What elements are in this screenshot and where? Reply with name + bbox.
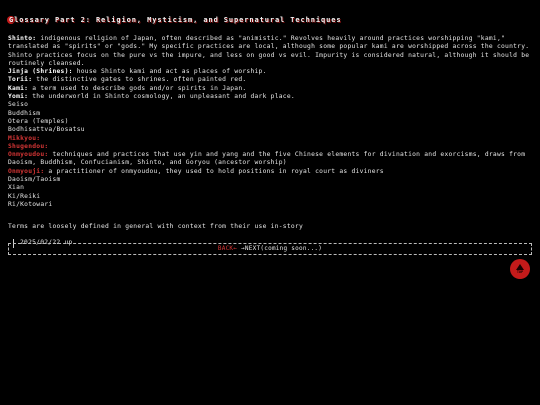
glossary-term: Kami: bbox=[8, 84, 29, 92]
glossary-entry bbox=[8, 93, 532, 101]
glossary-entry bbox=[8, 193, 532, 201]
update-date: 2025/02/22 up bbox=[20, 238, 73, 246]
glossary-entry bbox=[8, 135, 532, 143]
glossary-entry bbox=[8, 184, 532, 192]
glossary-definition: Bodhisattva/Bosatsu bbox=[8, 126, 85, 134]
glossary-entry bbox=[8, 151, 532, 168]
glossary-definition: Ki/Reiki bbox=[8, 192, 41, 200]
page-title: Glossary Part 2: Religion, Mysticism, and Supernatural Techniques bbox=[9, 16, 342, 24]
glossary-term: Mikkyou: bbox=[8, 134, 41, 142]
glossary-entry bbox=[8, 110, 532, 118]
glossary-entry bbox=[8, 168, 532, 176]
title-block bbox=[8, 14, 532, 32]
back-arrow-icon: ← bbox=[233, 245, 238, 252]
glossary-definition: indigenous religion of Japan, often described as "animistic." Revolves heavily around practices worshipping "kami," translated as "spirits" or "gods." My specific practices are local, although some popular kami are worshipped across the country. Shinto practices focus on the pure vs the impure, and less on good vs evil. Impurity is considered natural, although it should be routinely cleansed. bbox=[8, 35, 530, 67]
glossary-entry bbox=[8, 201, 532, 209]
glossary-definition: Buddhism bbox=[8, 109, 41, 117]
glossary-term: Onmyoudou: bbox=[8, 151, 49, 159]
glossary-entry bbox=[8, 76, 532, 84]
glossary-definition: techniques and practices that use yin and yang and the five Chinese elements for divination and exorcisms, draws from Daoism, Buddhism, Confucianism, Shinto, and Goryou (ancestor worship) bbox=[8, 151, 526, 167]
back-link[interactable] bbox=[218, 245, 237, 252]
glossary-definition: Ri/Kotowari bbox=[8, 200, 53, 208]
footnote: Terms are loosely defined in general with context from their use in-story bbox=[8, 223, 303, 231]
glossary-definition: the distinctive gates to shrines. often painted red. bbox=[32, 76, 247, 84]
glossary-entry bbox=[8, 176, 532, 184]
glossary-term: Yomi: bbox=[8, 93, 29, 101]
glossary-entry bbox=[8, 85, 532, 93]
glossary-term: Shugendou: bbox=[8, 142, 49, 150]
glossary-definition: the underworld in Shinto cosmology, an unpleasant and dark place. bbox=[28, 93, 295, 101]
glossary-term: Jinja (Shrines): bbox=[8, 68, 73, 76]
glossary-definition: Daoism/Taoism bbox=[8, 176, 61, 184]
page-navigation bbox=[8, 243, 532, 255]
page bbox=[8, 14, 532, 252]
glossary-term: Shinto: bbox=[8, 35, 37, 42]
glossary-entry bbox=[8, 126, 532, 134]
glossary-definition: Xian bbox=[8, 184, 25, 192]
glossary-entry bbox=[8, 118, 532, 126]
glossary-term: Torii: bbox=[8, 76, 33, 84]
glossary-definition: a term used to describe gods and/or spirits in Japan. bbox=[28, 84, 247, 92]
back-to-top-button[interactable] bbox=[510, 259, 530, 279]
glossary-list bbox=[8, 35, 532, 209]
glossary-definition: a practitioner of onmyoudou, they used to hold positions in royal court as diviners bbox=[44, 167, 384, 175]
glossary-definition: house Shinto kami and act as places of worship. bbox=[72, 68, 267, 76]
glossary-entry bbox=[8, 101, 532, 109]
next-link[interactable]: →NEXT(coming soon...) bbox=[241, 245, 323, 252]
glossary-entry bbox=[8, 143, 532, 151]
back-label: BACK bbox=[217, 245, 234, 252]
top-label: TOP bbox=[516, 270, 524, 274]
glossary-term: Onmyouji: bbox=[8, 167, 45, 175]
glossary-entry bbox=[8, 35, 532, 68]
glossary-definition: Otera (Temples) bbox=[8, 117, 69, 125]
glossary-definition: Seiso bbox=[8, 101, 29, 109]
